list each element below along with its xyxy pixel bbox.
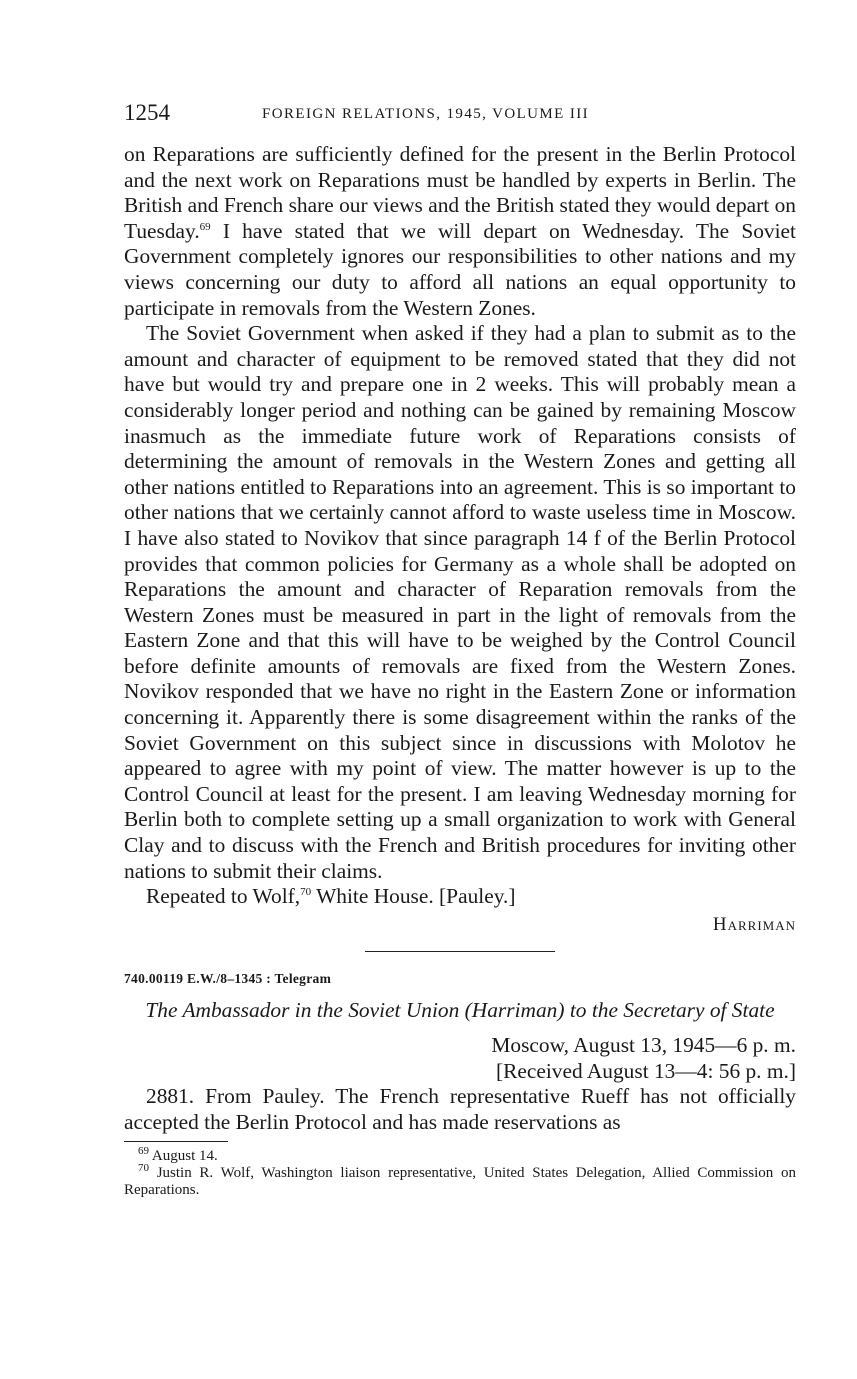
paragraph-text: White House. [Pauley.] — [311, 884, 516, 909]
document-heading: The Ambassador in the Soviet Union (Harriman) to the Secretary of State — [145, 998, 775, 1022]
footnote-text: Justin R. Wolf, Washington liaison representative, United States Delegation, Allied Commission on Reparations. — [124, 1165, 796, 1199]
footnote-text: August 14. — [149, 1148, 218, 1165]
running-title: FOREIGN RELATIONS, 1945, VOLUME III — [262, 106, 590, 122]
paragraph-text: I have stated that we will depart on Wednesday. The Soviet Government completely ignores our responsibilities to other nations and my views concerning our duty to afford all nations an equal opportunity to participate in removals from the Western Zones. — [124, 218, 796, 320]
section-divider — [365, 951, 555, 952]
dateline: Moscow, August 13, 1945—6 p. m. — [491, 1033, 796, 1057]
paragraph-text: Repeated to Wolf, — [146, 884, 301, 909]
signature: Harriman — [712, 913, 796, 935]
footnotes — [124, 1145, 796, 1199]
page-number: 1254 — [124, 100, 170, 125]
body-text — [124, 142, 796, 1199]
footnote-ref: 69 — [199, 220, 211, 233]
paragraph — [124, 142, 796, 321]
footnote-divider — [124, 1141, 228, 1142]
received-line: [Received August 13—4: 56 p. m.] — [495, 1058, 796, 1083]
file-number: 740.00119 E.W./8–1345 : Telegram — [124, 971, 332, 987]
page-header — [124, 96, 796, 132]
paragraph: The Soviet Government when asked if they had a plan to submit as to the amount and character of equipment to be removed stated that they did not have but would try and prepare one in 2 weeks. This will probably mean a considerably longer period and nothing can be gained by remaining Moscow inasmuch as the immediate future work of Reparations consists of determining the amount of removals in the Western Zones and getting all other nations entitled to Reparations into an agreement. This is so important to other nations that we certainly cannot afford to waste useless time in Moscow. I have also stated to Novikov that since paragraph 14 f of the Berlin Protocol provides that common policies for Germany as a whole shall be adopted on Reparations the amount and character of Reparation removals from the Western Zones must be measured in part in the light of removals from the Eastern Zone and that this will have to be weighed by the Control Council before definite amounts of removals are fixed from the Western Zones. Novikov responded that we have no right in the Eastern Zone or information concerning it. Apparently there is some disagreement within the ranks of the Soviet Government on this subject since in discussions with Molotov he appeared to agree with my point of view. The matter however is up to the Control Council at least for the present. I am leaving Wednesday morning for Berlin both to complete setting up a small organization to work with General Clay and to discuss with the French and British procedures for inviting other nations to submit their claims. — [124, 321, 796, 883]
paragraph-text: on Reparations are sufficiently defined for the present in the Berlin Protocol and the next work on Reparations must be handled by experts in Berlin. The British and French share our views and the British stated they would depart on Tuesday. — [124, 142, 796, 243]
paragraph: 2881. From Pauley. The French representative Rueff has not officially accepted the Berlin Protocol and has made reservations as — [124, 1084, 796, 1134]
paragraph — [124, 884, 796, 910]
footnote-mark: 69 — [138, 1145, 149, 1158]
footnote-ref: 70 — [300, 886, 312, 899]
footnote-mark: 70 — [138, 1162, 149, 1175]
footnote — [124, 1162, 796, 1199]
footnote — [124, 1145, 796, 1165]
